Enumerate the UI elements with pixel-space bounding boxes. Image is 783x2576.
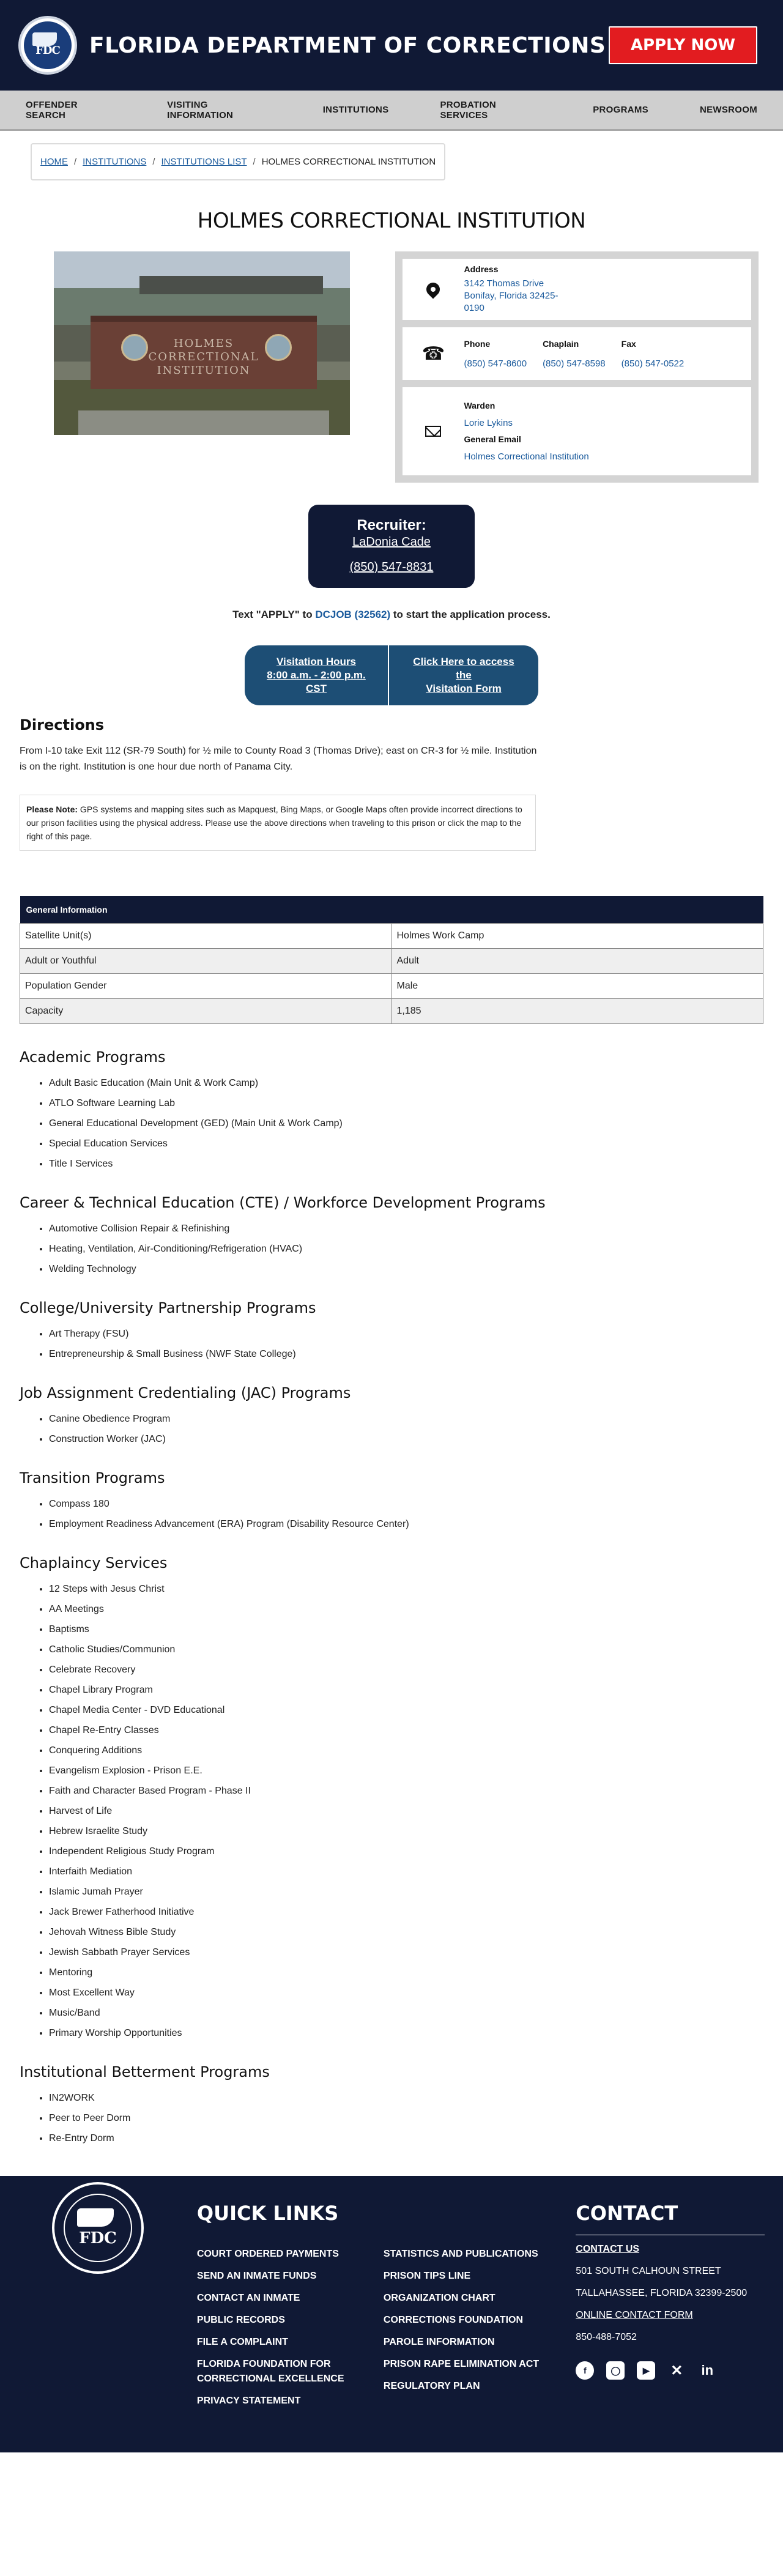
section-list xyxy=(49,1414,763,1445)
contact-city: TALLAHASSEE, FLORIDA 32399-2500 xyxy=(576,2288,748,2298)
list-item: • Baptisms xyxy=(49,1624,763,1635)
list-item: • Interfaith Mediation xyxy=(49,1866,763,1877)
list-item: • Construction Worker (JAC) xyxy=(49,1434,763,1445)
list-item: • Welding Technology xyxy=(49,1264,763,1275)
warden-card xyxy=(403,387,751,475)
list-item: • Chapel Library Program xyxy=(49,1685,763,1696)
quick-link[interactable]: SEND AN INMATE FUNDS xyxy=(196,2271,317,2281)
info-row xyxy=(0,251,783,483)
section-heading: Career & Technical Education (CTE) / Workforce Development Programs xyxy=(20,1194,546,1211)
address-body xyxy=(464,264,739,314)
quick-links-col-1 xyxy=(197,2247,384,2416)
breadcrumb-institutions-list[interactable]: INSTITUTIONS LIST xyxy=(161,157,247,167)
list-item: • Evangelism Explosion - Prison E.E. xyxy=(49,1765,763,1776)
list-item: • Primary Worship Opportunities xyxy=(49,2028,763,2039)
note-text: GPS systems and mapping sites such as Mapquest, Bing Maps, or Google Maps often provide incorrect directions to our prison facilities using the physical address. Please use the above directions when traveling to this prison or click the map to the right of this page. xyxy=(26,804,522,841)
section-heading: Transition Programs xyxy=(20,1469,165,1487)
list-item: • Special Education Services xyxy=(49,1138,763,1149)
section-heading: Job Assignment Credentialing (JAC) Programs xyxy=(20,1384,351,1401)
address-line[interactable]: 3142 Thomas Drive xyxy=(464,278,544,289)
visitation-hours-line: Visitation Hours xyxy=(276,656,357,667)
recruiter-name-link[interactable]: LaDonia Cade xyxy=(352,535,431,549)
quick-links-col-2 xyxy=(384,2247,570,2416)
list-item: • Conquering Additions xyxy=(49,1745,763,1756)
photo-roof xyxy=(139,276,323,294)
visitation-form-button[interactable] xyxy=(389,645,538,705)
quick-links xyxy=(197,2182,576,2416)
list-item: • Compass 180 xyxy=(49,1499,763,1510)
fdc-seal-logo[interactable] xyxy=(18,16,77,75)
contact-box xyxy=(395,251,759,483)
fax-label: Fax xyxy=(621,338,636,349)
quick-links-columns xyxy=(197,2247,576,2416)
list-item: • Chapel Re-Entry Classes xyxy=(49,1725,763,1736)
list-item: • Title I Services xyxy=(49,1159,763,1170)
general-information-table xyxy=(20,896,763,1024)
section-list xyxy=(49,1584,763,2039)
quick-link[interactable]: CORRECTIONS FOUNDATION xyxy=(383,2315,524,2325)
table-row xyxy=(20,974,763,999)
table-row xyxy=(20,999,763,1024)
breadcrumb-wrap xyxy=(0,131,783,180)
chaplain-phone-link[interactable]: (850) 547-8598 xyxy=(543,358,606,369)
x-icon[interactable]: ✕ xyxy=(670,2362,683,2379)
breadcrumb-home[interactable]: HOME xyxy=(40,157,68,167)
nav-institutions[interactable]: INSTITUTIONS xyxy=(322,105,389,115)
chaplain-label: Chaplain xyxy=(543,338,579,349)
table-row xyxy=(20,924,763,949)
location-pin-icon xyxy=(403,283,464,296)
quick-link[interactable]: PAROLE INFORMATION xyxy=(383,2337,495,2347)
quick-links-title: QUICK LINKS xyxy=(196,2202,339,2225)
fax-col xyxy=(622,339,685,369)
directions-heading: Directions xyxy=(20,716,105,733)
visitation-form-line: Click Here to access the xyxy=(413,656,514,681)
facebook-icon[interactable]: f xyxy=(576,2361,594,2380)
section-list xyxy=(49,2093,763,2144)
text-apply-pre: Text "APPLY" to xyxy=(232,609,316,620)
footer-seal-letters: FDC xyxy=(79,2229,117,2248)
list-item: • Most Excellent Way xyxy=(49,1988,763,1999)
nav-newsroom[interactable]: NEWSROOM xyxy=(699,105,758,115)
social-links xyxy=(576,2361,765,2380)
page-title: HOLMES CORRECTIONAL INSTITUTION xyxy=(197,209,586,233)
list-item: • AA Meetings xyxy=(49,1604,763,1615)
list-item: • ATLO Software Learning Lab xyxy=(49,1098,763,1109)
phone-col xyxy=(464,339,527,369)
list-item: • Faith and Character Based Program - Phase II xyxy=(49,1786,763,1797)
nav-visiting-information[interactable]: VISITING INFORMATION xyxy=(167,99,234,121)
online-contact-form-link[interactable]: ONLINE CONTACT FORM xyxy=(576,2310,693,2320)
breadcrumb-separator: / xyxy=(253,157,256,167)
address-label: Address xyxy=(464,264,499,274)
warden-label: Warden xyxy=(464,401,495,410)
apply-now-button[interactable]: APPLY NOW xyxy=(609,26,757,64)
list-item: • Automotive Collision Repair & Refinishing xyxy=(49,1223,763,1234)
list-item: • Jehovah Witness Bible Study xyxy=(49,1927,763,1938)
footer-seal-inner xyxy=(64,2194,132,2262)
list-item: • Peer to Peer Dorm xyxy=(49,2113,763,2124)
list-item: • IN2WORK xyxy=(49,2093,763,2104)
contact-street: 501 SOUTH CALHOUN STREET xyxy=(576,2266,721,2276)
brand[interactable] xyxy=(18,16,606,75)
seal-letters: FDC xyxy=(35,43,60,57)
table-cell-label: Adult or Youthful xyxy=(20,949,392,974)
visitation-hours-button[interactable] xyxy=(245,645,389,705)
general-info-header: General Information xyxy=(20,896,763,924)
quick-link[interactable]: REGULATORY PLAN xyxy=(383,2381,480,2391)
address-line[interactable]: Bonifay, Florida 32425- xyxy=(464,291,558,301)
quick-link[interactable]: PUBLIC RECORDS xyxy=(196,2315,285,2325)
list-item: • Heating, Ventilation, Air-Conditioning/Refrigeration (HVAC) xyxy=(49,1244,763,1255)
quick-link[interactable]: FLORIDA FOUNDATION FOR CORRECTIONAL EXCELLENCE xyxy=(196,2359,344,2384)
contact-us-link[interactable]: CONTACT US xyxy=(576,2244,639,2254)
list-item: • Islamic Jumah Prayer xyxy=(49,1887,763,1898)
sign-emblem-right xyxy=(265,334,292,361)
section-heading: Chaplaincy Services xyxy=(20,1554,168,1572)
nav-offender-search[interactable]: OFFENDER SEARCH xyxy=(26,99,78,121)
section-list xyxy=(49,1499,763,1530)
recruiter-box xyxy=(308,505,475,588)
list-item: • Art Therapy (FSU) xyxy=(49,1329,763,1340)
list-item: • Mentoring xyxy=(49,1967,763,1978)
general-info-body xyxy=(20,924,763,1024)
email-label: General Email xyxy=(464,434,521,444)
list-item: • 12 Steps with Jesus Christ xyxy=(49,1584,763,1595)
email-link[interactable]: Holmes Correctional Institution xyxy=(464,451,589,462)
table-cell-value: Male xyxy=(392,974,763,999)
institution-photo xyxy=(54,251,350,435)
directions-note xyxy=(20,795,536,851)
seal-inner xyxy=(24,21,72,69)
sign-line: INSTITUTION xyxy=(157,364,251,377)
section-list xyxy=(49,1223,763,1275)
main-nav xyxy=(0,91,783,131)
phone-icon: ☎ xyxy=(421,343,445,364)
visitation-form-line: Visitation Form xyxy=(426,683,502,694)
contact-title: CONTACT xyxy=(576,2202,765,2235)
footer-seal-wrap xyxy=(18,2182,197,2416)
breadcrumb xyxy=(31,143,445,180)
quick-link[interactable]: FILE A COMPLAINT xyxy=(196,2337,288,2347)
text-apply-post: to start the application process. xyxy=(390,609,551,620)
quick-link[interactable]: PRISON TIPS LINE xyxy=(383,2271,471,2281)
table-cell-label: Capacity xyxy=(20,999,392,1024)
list-item: • Music/Band xyxy=(49,2008,763,2019)
site-title[interactable]: FLORIDA DEPARTMENT OF CORRECTIONS xyxy=(89,32,606,58)
phone-columns xyxy=(464,339,739,369)
address-line[interactable]: 0190 xyxy=(464,303,484,313)
breadcrumb-current: HOLMES CORRECTIONAL INSTITUTION xyxy=(261,157,436,167)
list-item: • Adult Basic Education (Main Unit & Work Camp) xyxy=(49,1078,763,1089)
quick-link[interactable]: PRISON RAPE ELIMINATION ACT xyxy=(383,2359,540,2369)
nav-programs[interactable]: PROGRAMS xyxy=(593,105,648,115)
section-list xyxy=(49,1329,763,1360)
list-item: • Jack Brewer Fatherhood Initiative xyxy=(49,1907,763,1918)
program-sections xyxy=(20,1049,763,2144)
recruiter-label: Recruiter: xyxy=(357,517,426,533)
list-item: • Jewish Sabbath Prayer Services xyxy=(49,1947,763,1958)
instagram-icon[interactable]: ◯ xyxy=(606,2361,625,2380)
list-item: • Entrepreneurship & Small Business (NWF State College) xyxy=(49,1349,763,1360)
site-header xyxy=(0,0,783,91)
visitation-hours-line: 8:00 a.m. - 2:00 p.m. CST xyxy=(267,669,366,694)
quick-link[interactable]: CONTACT AN INMATE xyxy=(196,2293,300,2303)
quick-link[interactable]: PRIVACY STATEMENT xyxy=(196,2396,301,2406)
table-cell-value: Adult xyxy=(392,949,763,974)
recruiter-phone-link[interactable]: (850) 547-8831 xyxy=(349,560,434,574)
list-item: • Harvest of Life xyxy=(49,1806,763,1817)
list-item: • Chapel Media Center - DVD Educational xyxy=(49,1705,763,1716)
linkedin-icon[interactable]: in xyxy=(701,2363,714,2378)
quick-link[interactable]: COURT ORDERED PAYMENTS xyxy=(196,2249,339,2259)
section-heading: College/University Partnership Programs xyxy=(20,1299,316,1316)
address-card xyxy=(403,259,751,320)
table-row xyxy=(20,949,763,974)
phone-label: Phone xyxy=(464,338,491,349)
table-cell-value: 1,185 xyxy=(392,999,763,1024)
breadcrumb-separator: / xyxy=(74,157,77,167)
list-item: • Hebrew Israelite Study xyxy=(49,1826,763,1837)
text-apply xyxy=(0,609,783,621)
sign-line: HOLMES xyxy=(173,337,234,350)
list-item: • Celebrate Recovery xyxy=(49,1665,763,1676)
main-content xyxy=(0,716,783,2144)
section-heading: Academic Programs xyxy=(20,1049,166,1066)
sign-line: CORRECTIONAL xyxy=(148,351,259,363)
youtube-icon[interactable]: ▶ xyxy=(637,2361,655,2380)
site-footer xyxy=(0,2176,783,2452)
quick-link[interactable]: ORGANIZATION CHART xyxy=(383,2293,495,2303)
nav-probation-services[interactable]: PROBATION SERVICES xyxy=(440,99,497,121)
breadcrumb-separator: / xyxy=(152,157,155,167)
phone-link[interactable]: (850) 547-8600 xyxy=(464,358,527,369)
sign-text xyxy=(146,337,262,377)
mail-icon xyxy=(403,426,464,437)
dcjob-code-link[interactable]: DCJOB (32562) xyxy=(315,609,391,620)
warden-link[interactable]: Lorie Lykins xyxy=(464,418,513,428)
warden-body xyxy=(464,401,739,462)
breadcrumb-institutions[interactable]: INSTITUTIONS xyxy=(83,157,147,167)
photo-gravel xyxy=(78,410,329,435)
list-item: • Catholic Studies/Communion xyxy=(49,1644,763,1655)
directions-text: From I-10 take Exit 112 (SR-79 South) for ½ mile to County Road 3 (Thomas Drive); east on CR-3 for ½ mile. Institution is on the right. Institution is one hour due north of Panama City. xyxy=(20,746,537,772)
footer-seal-logo[interactable] xyxy=(52,2182,144,2274)
sign-emblem-left xyxy=(121,334,148,361)
note-label: Please Note: xyxy=(26,804,78,814)
fax-link[interactable]: (850) 547-0522 xyxy=(621,358,685,369)
contact-phone: 850-488-7052 xyxy=(576,2332,637,2342)
phone-card xyxy=(403,327,751,380)
chaplain-col xyxy=(543,339,606,369)
florida-map-icon xyxy=(77,2208,114,2227)
footer-contact xyxy=(576,2182,765,2416)
table-cell-label: Satellite Unit(s) xyxy=(20,924,392,949)
section-list xyxy=(49,1078,763,1170)
visitation-buttons xyxy=(0,645,783,705)
table-cell-value: Holmes Work Camp xyxy=(392,924,763,949)
section-heading: Institutional Betterment Programs xyxy=(20,2063,270,2080)
list-item: • Canine Obedience Program xyxy=(49,1414,763,1425)
table-cell-label: Population Gender xyxy=(20,974,392,999)
list-item: • Independent Religious Study Program xyxy=(49,1846,763,1857)
list-item: • Employment Readiness Advancement (ERA) Program (Disability Resource Center) xyxy=(49,1519,763,1530)
quick-link[interactable]: STATISTICS AND PUBLICATIONS xyxy=(383,2249,538,2259)
list-item: • General Educational Development (GED) (Main Unit & Work Camp) xyxy=(49,1118,763,1129)
list-item: • Re-Entry Dorm xyxy=(49,2133,763,2144)
